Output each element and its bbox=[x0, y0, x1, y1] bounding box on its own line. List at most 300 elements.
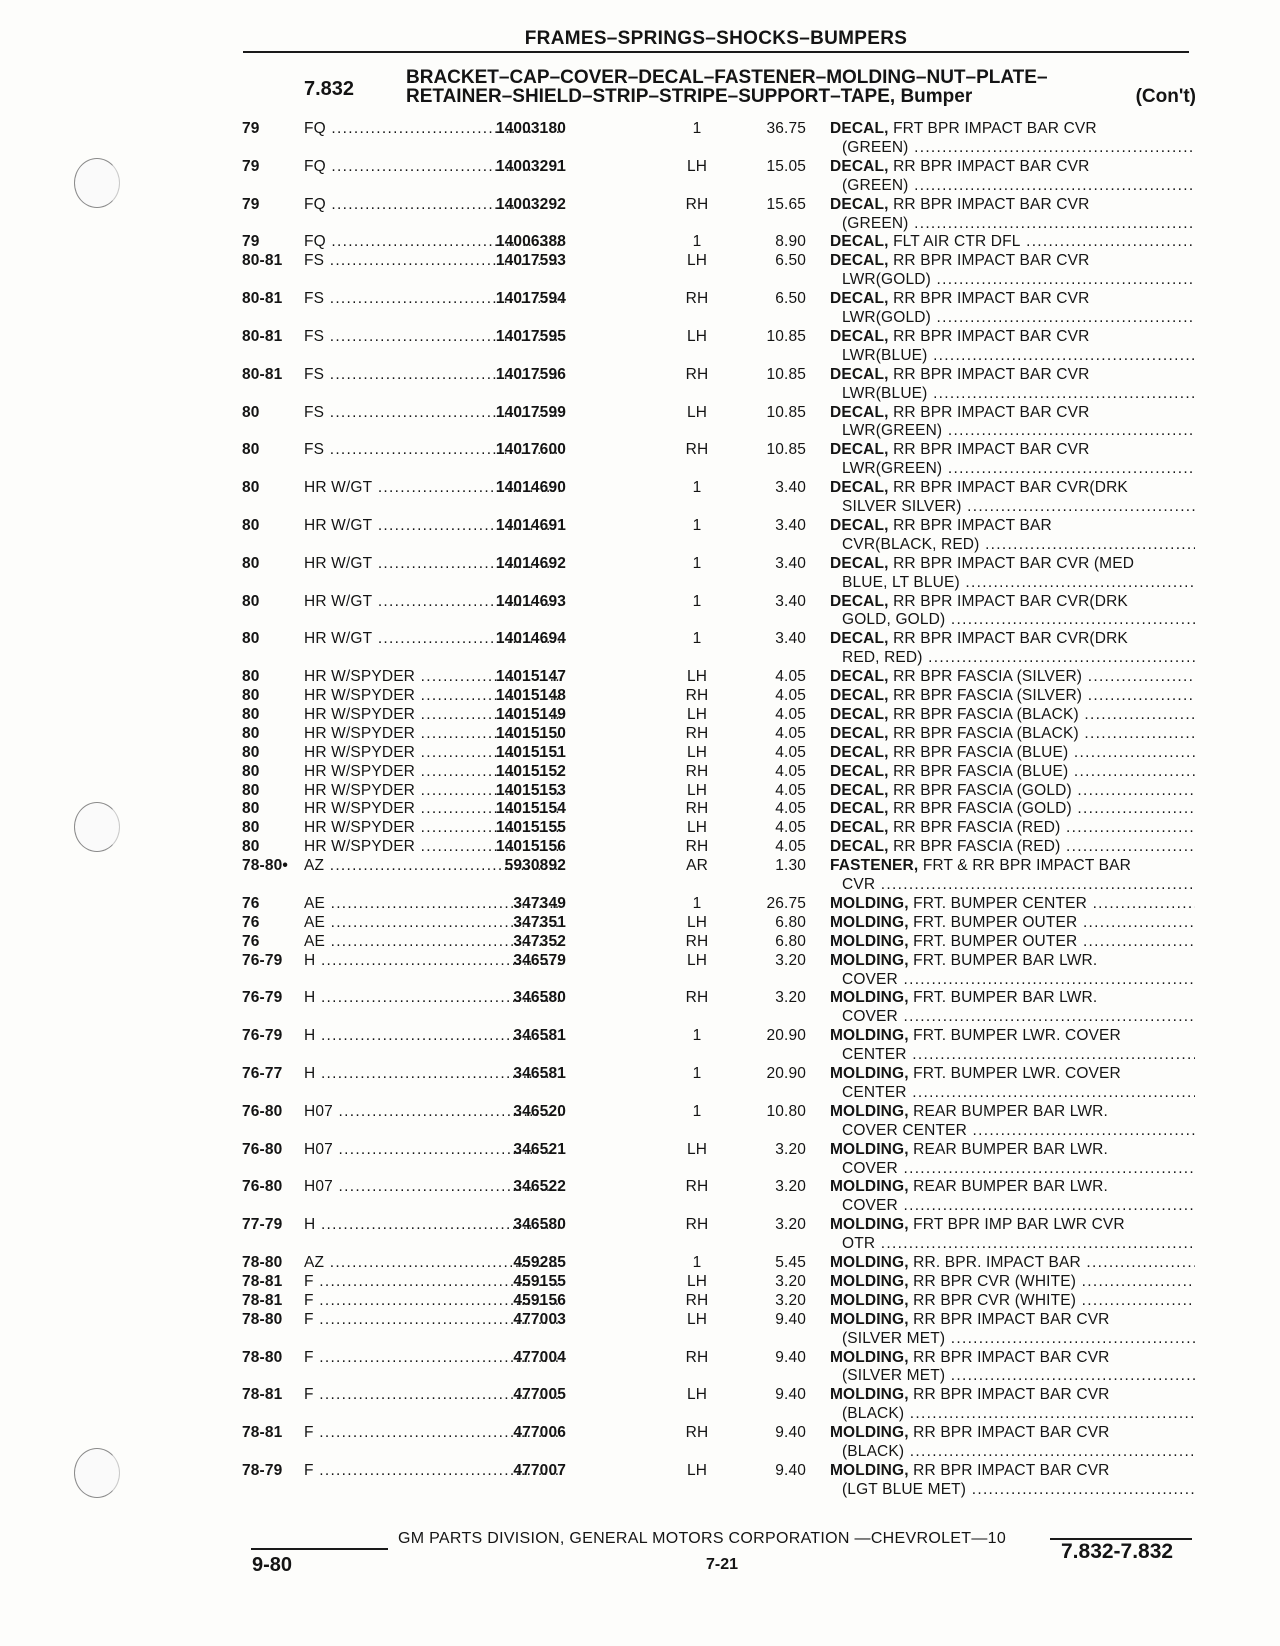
part-name: DECAL, bbox=[830, 800, 889, 818]
model-year: 80-81 bbox=[242, 327, 283, 345]
model-code: F ..... bbox=[304, 1424, 562, 1443]
model-year: 78-81 bbox=[242, 1291, 283, 1309]
model-year: 76-79 bbox=[242, 951, 283, 969]
price: 4.05 bbox=[775, 781, 806, 799]
model-year: 78-79 bbox=[242, 1461, 283, 1479]
quantity: LH bbox=[686, 668, 708, 686]
part-name: DECAL, bbox=[830, 327, 889, 345]
description-line bbox=[830, 819, 1195, 838]
description-text: RR BPR IMPACT BAR CVR(DRK bbox=[893, 630, 1128, 648]
description-text: RR BPR FASCIA (GOLD) bbox=[893, 800, 1072, 818]
price: 10.80 bbox=[766, 1102, 806, 1120]
description-line bbox=[830, 630, 1195, 649]
quantity: RH bbox=[685, 724, 709, 742]
description-line bbox=[830, 895, 1195, 914]
description-line bbox=[830, 952, 1195, 971]
price: 6.50 bbox=[775, 252, 806, 270]
price: 6.50 bbox=[775, 290, 806, 308]
description-continuation: LWR(GREEN) ..... bbox=[830, 422, 1195, 441]
part-description bbox=[830, 1065, 1195, 1103]
model-code: AZ ..... bbox=[304, 1254, 562, 1273]
model-code: HR W/SPYDER ..... bbox=[304, 744, 562, 763]
description-text: FRT. BUMPER OUTER bbox=[913, 932, 1078, 950]
description-line bbox=[830, 725, 1195, 744]
part-name: MOLDING, bbox=[830, 1254, 909, 1271]
part-name: DECAL, bbox=[830, 762, 889, 780]
part-name: DECAL, bbox=[830, 724, 889, 742]
part-number: 477004 bbox=[513, 1348, 566, 1366]
part-name: MOLDING, bbox=[830, 1386, 909, 1404]
header-rule bbox=[243, 51, 1189, 53]
description-line bbox=[830, 517, 1195, 536]
description-continuation: OTR ..... bbox=[830, 1235, 1195, 1254]
description-text: RR BPR IMPACT BAR CVR bbox=[893, 365, 1090, 383]
model-year: 80 bbox=[242, 800, 260, 818]
part-name: DECAL, bbox=[830, 195, 889, 213]
model-year: 80 bbox=[242, 479, 260, 497]
part-number: 347352 bbox=[513, 932, 566, 950]
model-code: HR W/SPYDER ..... bbox=[304, 838, 562, 857]
price: 20.90 bbox=[766, 1065, 806, 1082]
price: 3.40 bbox=[775, 630, 806, 648]
quantity: 1 bbox=[692, 1254, 702, 1271]
model-year: 80-81 bbox=[242, 365, 283, 383]
quantity: RH bbox=[685, 195, 709, 213]
description-line bbox=[830, 196, 1195, 215]
description-text: FRT. BUMPER LWR. COVER bbox=[913, 1065, 1121, 1082]
part-name: DECAL, bbox=[830, 687, 889, 704]
part-description bbox=[830, 744, 1195, 763]
description-line bbox=[830, 1065, 1195, 1084]
description-line bbox=[830, 1254, 1195, 1273]
description-line bbox=[830, 1027, 1195, 1046]
binder-hole-top bbox=[74, 158, 120, 208]
description-line bbox=[830, 441, 1195, 460]
price: 36.75 bbox=[766, 120, 806, 137]
description-text: FRT BPR IMPACT BAR CVR bbox=[893, 120, 1097, 137]
price: 9.40 bbox=[775, 1461, 806, 1479]
description-continuation: (BLACK) ..... bbox=[830, 1443, 1195, 1462]
model-year: 76-80 bbox=[242, 1140, 283, 1158]
description-continuation: RED, RED) ..... bbox=[830, 649, 1195, 668]
model-code: FS ..... bbox=[304, 366, 562, 385]
part-number: 14017596 bbox=[495, 365, 566, 383]
quantity: LH bbox=[686, 1386, 708, 1404]
part-name: DECAL, bbox=[830, 252, 889, 270]
description-text: REAR BUMPER BAR LWR. bbox=[913, 1102, 1108, 1120]
model-code: HR W/GT ..... bbox=[304, 630, 562, 649]
description-text: RR BPR IMPACT BAR CVR bbox=[913, 1424, 1110, 1442]
part-number: 14014690 bbox=[495, 479, 566, 497]
model-year: 76 bbox=[242, 913, 260, 931]
description-continuation: COVER CENTER ..... bbox=[830, 1122, 1195, 1141]
part-description bbox=[830, 725, 1195, 744]
model-year: 78-80• bbox=[242, 857, 288, 875]
binder-hole-middle bbox=[74, 802, 120, 852]
part-number: 14017594 bbox=[495, 290, 566, 308]
part-number: 14017599 bbox=[495, 403, 566, 421]
part-description bbox=[830, 1141, 1195, 1179]
model-code: FS ..... bbox=[304, 328, 562, 347]
model-year: 80 bbox=[242, 592, 260, 610]
footer-page-number: 7-21 bbox=[706, 1556, 739, 1573]
description-text: FRT. BUMPER BAR LWR. bbox=[913, 989, 1098, 1007]
part-name: DECAL, bbox=[830, 365, 889, 383]
model-code: HR W/SPYDER ..... bbox=[304, 725, 562, 744]
description-line bbox=[830, 252, 1195, 271]
model-year: 76-77 bbox=[242, 1065, 283, 1082]
model-year: 80 bbox=[242, 743, 260, 761]
part-number: 346522 bbox=[513, 1178, 566, 1196]
part-description bbox=[830, 1462, 1195, 1500]
price: 3.40 bbox=[775, 516, 806, 534]
part-number: 477007 bbox=[513, 1461, 566, 1479]
binder-hole-bottom bbox=[74, 1448, 120, 1498]
part-description bbox=[830, 1349, 1195, 1387]
description-text: RR BPR FASCIA (BLACK) bbox=[893, 724, 1079, 742]
model-code: HR W/SPYDER ..... bbox=[304, 782, 562, 801]
description-continuation: (GREEN) ..... bbox=[830, 177, 1195, 196]
part-name: DECAL, bbox=[830, 743, 889, 761]
description-continuation: COVER ..... bbox=[830, 1160, 1195, 1179]
part-number: 14017595 bbox=[495, 327, 566, 345]
description-continuation: (SILVER MET) ..... bbox=[830, 1367, 1195, 1386]
description-continuation: LWR(BLUE) ..... bbox=[830, 385, 1195, 404]
description-line bbox=[830, 687, 1195, 706]
quantity: RH bbox=[685, 1178, 709, 1196]
part-number: 14015152 bbox=[495, 762, 566, 780]
part-number: 14003291 bbox=[495, 157, 566, 175]
model-year: 80 bbox=[242, 516, 260, 534]
description-line bbox=[830, 1386, 1195, 1405]
part-number: 14015156 bbox=[495, 838, 566, 856]
quantity: RH bbox=[685, 932, 709, 950]
part-number: 477005 bbox=[513, 1386, 566, 1404]
description-text: RR. BPR. IMPACT BAR bbox=[913, 1254, 1081, 1271]
footer-rule-left bbox=[251, 1548, 388, 1550]
part-name: MOLDING, bbox=[830, 1216, 909, 1234]
description-continuation: COVER ..... bbox=[830, 971, 1195, 990]
description-text: RR BPR IMPACT BAR CVR(DRK bbox=[893, 479, 1128, 497]
part-name: DECAL, bbox=[830, 668, 889, 686]
price: 4.05 bbox=[775, 819, 806, 837]
part-description bbox=[830, 1273, 1195, 1292]
quantity: AR bbox=[686, 857, 708, 875]
description-line bbox=[830, 290, 1195, 309]
price: 4.05 bbox=[775, 668, 806, 686]
price: 6.80 bbox=[775, 932, 806, 950]
model-year: 80 bbox=[242, 687, 260, 704]
model-code: F ..... bbox=[304, 1311, 562, 1330]
description-line bbox=[830, 838, 1195, 857]
quantity: LH bbox=[686, 705, 708, 723]
quantity: 1 bbox=[692, 592, 702, 610]
part-name: MOLDING, bbox=[830, 1178, 909, 1196]
part-number: 14017600 bbox=[495, 441, 566, 459]
model-year: 78-81 bbox=[242, 1272, 283, 1290]
model-code: HR W/SPYDER ..... bbox=[304, 687, 562, 706]
part-number: 346520 bbox=[513, 1102, 566, 1120]
description-text: RR BPR IMPACT BAR CVR bbox=[893, 403, 1090, 421]
part-number: 14014692 bbox=[495, 554, 566, 572]
description-text: RR BPR IMPACT BAR bbox=[893, 516, 1052, 534]
model-code: F ..... bbox=[304, 1273, 562, 1292]
part-number: 346581 bbox=[513, 1027, 566, 1045]
part-description bbox=[830, 158, 1195, 196]
quantity: 1 bbox=[692, 1027, 702, 1045]
description-continuation: LWR(GREEN) ..... bbox=[830, 460, 1195, 479]
part-description bbox=[830, 706, 1195, 725]
part-number: 14015153 bbox=[495, 781, 566, 799]
part-name: DECAL, bbox=[830, 157, 889, 175]
model-code: HR W/SPYDER ..... bbox=[304, 668, 562, 687]
part-description bbox=[830, 1254, 1195, 1273]
description-text: FRT. BUMPER BAR LWR. bbox=[913, 951, 1098, 969]
footer-date: 9-80 bbox=[252, 1554, 293, 1576]
price: 4.05 bbox=[775, 687, 806, 704]
description-line bbox=[830, 706, 1195, 725]
price: 4.05 bbox=[775, 838, 806, 856]
description-continuation: SILVER SILVER) ..... bbox=[830, 498, 1195, 517]
description-line bbox=[830, 668, 1195, 687]
part-description bbox=[830, 1027, 1195, 1065]
quantity: LH bbox=[686, 1310, 708, 1328]
part-description bbox=[830, 593, 1195, 631]
price: 3.20 bbox=[775, 1216, 806, 1234]
part-name: MOLDING, bbox=[830, 1102, 909, 1120]
description-text: FRT. BUMPER LWR. COVER bbox=[913, 1027, 1121, 1045]
description-continuation: (GREEN) ..... bbox=[830, 215, 1195, 234]
quantity: RH bbox=[685, 989, 709, 1007]
model-code: FQ ..... bbox=[304, 158, 562, 177]
price: 10.85 bbox=[766, 403, 806, 421]
model-code: F ..... bbox=[304, 1292, 562, 1311]
part-description bbox=[830, 1103, 1195, 1141]
quantity: RH bbox=[685, 1348, 709, 1366]
price: 9.40 bbox=[775, 1424, 806, 1442]
part-description bbox=[830, 479, 1195, 517]
description-text: RR BPR FASCIA (SILVER) bbox=[893, 668, 1083, 686]
description-line bbox=[830, 1216, 1195, 1235]
model-year: 76 bbox=[242, 932, 260, 950]
model-year: 80 bbox=[242, 668, 260, 686]
quantity: RH bbox=[685, 1424, 709, 1442]
quantity: 1 bbox=[692, 516, 702, 534]
price: 3.20 bbox=[775, 989, 806, 1007]
description-line bbox=[830, 989, 1195, 1008]
quantity: 1 bbox=[692, 894, 702, 912]
part-name: MOLDING, bbox=[830, 1291, 909, 1309]
part-number: 14015154 bbox=[495, 800, 566, 818]
part-name: DECAL, bbox=[830, 705, 889, 723]
part-description bbox=[830, 555, 1195, 593]
quantity: RH bbox=[685, 1216, 709, 1234]
model-year: 80-81 bbox=[242, 252, 283, 270]
model-code: F ..... bbox=[304, 1386, 562, 1405]
page-header: FRAMES–SPRINGS–SHOCKS–BUMPERS bbox=[524, 28, 908, 49]
part-name: DECAL, bbox=[830, 441, 889, 459]
price: 9.40 bbox=[775, 1386, 806, 1404]
quantity: LH bbox=[686, 743, 708, 761]
description-line bbox=[830, 1349, 1195, 1368]
part-number: 14014694 bbox=[495, 630, 566, 648]
model-year: 80 bbox=[242, 705, 260, 723]
model-code: HR W/GT ..... bbox=[304, 517, 562, 536]
description-line bbox=[830, 1141, 1195, 1160]
part-name: MOLDING, bbox=[830, 913, 909, 931]
part-description bbox=[830, 328, 1195, 366]
model-year: 76-79 bbox=[242, 1027, 283, 1045]
part-description bbox=[830, 630, 1195, 668]
description-continuation: (SILVER MET) ..... bbox=[830, 1330, 1195, 1349]
part-name: DECAL, bbox=[830, 781, 889, 799]
description-text: RR BPR IMPACT BAR CVR bbox=[893, 290, 1090, 308]
part-description bbox=[830, 800, 1195, 819]
model-code: H07 ..... bbox=[304, 1103, 562, 1122]
section-number: 7.832 bbox=[304, 78, 355, 100]
description-line bbox=[830, 1462, 1195, 1481]
model-code: AE ..... bbox=[304, 914, 562, 933]
price: 9.40 bbox=[775, 1348, 806, 1366]
model-year: 76-80 bbox=[242, 1102, 283, 1120]
part-description bbox=[830, 404, 1195, 442]
description-line bbox=[830, 1292, 1195, 1311]
description-continuation: COVER ..... bbox=[830, 1008, 1195, 1027]
model-code: HR W/GT ..... bbox=[304, 555, 562, 574]
part-number: 14006388 bbox=[495, 233, 566, 251]
price: 4.05 bbox=[775, 800, 806, 818]
description-line bbox=[830, 1103, 1195, 1122]
description-text: RR BPR IMPACT BAR CVR bbox=[893, 157, 1090, 175]
description-text: RR BPR IMPACT BAR CVR bbox=[913, 1348, 1110, 1366]
model-code: HR W/SPYDER ..... bbox=[304, 763, 562, 782]
description-text: RR BPR IMPACT BAR CVR bbox=[913, 1310, 1110, 1328]
section-title-line2 bbox=[406, 87, 1196, 106]
price: 15.65 bbox=[766, 195, 806, 213]
part-description bbox=[830, 687, 1195, 706]
footer-publisher: GM PARTS DIVISION, GENERAL MOTORS CORPORATION —CHEVROLET—10 bbox=[398, 1530, 1007, 1547]
part-description bbox=[830, 233, 1195, 252]
price: 8.90 bbox=[775, 233, 806, 251]
description-text: RR BPR FASCIA (BLUE) bbox=[893, 762, 1069, 780]
description-continuation: (GREEN) ..... bbox=[830, 139, 1195, 158]
part-name: MOLDING, bbox=[830, 1461, 909, 1479]
part-name: DECAL, bbox=[830, 630, 889, 648]
description-continuation: LWR(GOLD) ..... bbox=[830, 309, 1195, 328]
model-code: H07 ..... bbox=[304, 1178, 562, 1197]
part-number: 14017593 bbox=[495, 252, 566, 270]
model-code: AE ..... bbox=[304, 933, 562, 952]
description-line bbox=[830, 800, 1195, 819]
price: 3.40 bbox=[775, 479, 806, 497]
part-number: 459155 bbox=[513, 1272, 566, 1290]
part-description bbox=[830, 838, 1195, 857]
quantity: RH bbox=[685, 290, 709, 308]
quantity: RH bbox=[685, 365, 709, 383]
part-description bbox=[830, 1386, 1195, 1424]
description-text: RR BPR IMPACT BAR CVR bbox=[893, 252, 1090, 270]
description-line bbox=[830, 857, 1195, 876]
price: 15.05 bbox=[766, 157, 806, 175]
part-number: 459285 bbox=[513, 1254, 566, 1271]
description-text: RR BPR IMPACT BAR CVR bbox=[913, 1386, 1110, 1404]
part-number: 5930892 bbox=[504, 857, 566, 875]
part-name: MOLDING, bbox=[830, 1348, 909, 1366]
part-description bbox=[830, 857, 1195, 895]
model-code: FS ..... bbox=[304, 252, 562, 271]
description-continuation: LWR(GOLD) ..... bbox=[830, 271, 1195, 290]
description-continuation: CVR ..... bbox=[830, 876, 1195, 895]
description-continuation: GOLD, GOLD) ..... bbox=[830, 611, 1195, 630]
part-number: 14015150 bbox=[495, 724, 566, 742]
part-number: 14015151 bbox=[495, 743, 566, 761]
description-text: RR BPR IMPACT BAR CVR(DRK bbox=[893, 592, 1128, 610]
description-text: RR BPR FASCIA (RED) bbox=[893, 819, 1061, 837]
section-title-line1: BRACKET–CAP–COVER–DECAL–FASTENER–MOLDING–NUT–PLATE– bbox=[406, 67, 1048, 88]
model-code: H ..... bbox=[304, 989, 562, 1008]
model-year: 80 bbox=[242, 838, 260, 856]
model-year: 79 bbox=[242, 233, 260, 251]
part-description bbox=[830, 1311, 1195, 1349]
description-text: RR BPR IMPACT BAR CVR bbox=[893, 195, 1090, 213]
quantity: LH bbox=[686, 951, 708, 969]
quantity: RH bbox=[685, 838, 709, 856]
part-name: DECAL, bbox=[830, 554, 889, 572]
description-text: FLT AIR CTR DFL bbox=[893, 233, 1021, 251]
model-code: FQ ..... bbox=[304, 233, 562, 252]
description-line bbox=[830, 1311, 1195, 1330]
model-code: HR W/SPYDER ..... bbox=[304, 819, 562, 838]
model-code: HR W/SPYDER ..... bbox=[304, 800, 562, 819]
description-continuation: CENTER ..... bbox=[830, 1084, 1195, 1103]
part-name: MOLDING, bbox=[830, 894, 909, 912]
part-number: 346580 bbox=[513, 989, 566, 1007]
model-year: 76-79 bbox=[242, 989, 283, 1007]
part-description bbox=[830, 914, 1195, 933]
model-code: F ..... bbox=[304, 1462, 562, 1481]
model-year: 78-80 bbox=[242, 1348, 283, 1366]
part-number: 14014693 bbox=[495, 592, 566, 610]
price: 3.40 bbox=[775, 554, 806, 572]
price: 1.30 bbox=[775, 857, 806, 875]
model-year: 80 bbox=[242, 630, 260, 648]
part-description bbox=[830, 1178, 1195, 1216]
price: 4.05 bbox=[775, 724, 806, 742]
section-title bbox=[406, 68, 1196, 106]
description-line bbox=[830, 593, 1195, 612]
quantity: 1 bbox=[692, 1102, 702, 1120]
part-name: DECAL, bbox=[830, 819, 889, 837]
quantity: 1 bbox=[692, 630, 702, 648]
description-text: RR BPR FASCIA (GOLD) bbox=[893, 781, 1072, 799]
part-description bbox=[830, 989, 1195, 1027]
model-year: 80 bbox=[242, 819, 260, 837]
part-description bbox=[830, 290, 1195, 328]
part-name: DECAL, bbox=[830, 592, 889, 610]
price: 3.20 bbox=[775, 1291, 806, 1309]
part-name: MOLDING, bbox=[830, 1310, 909, 1328]
part-name: DECAL, bbox=[830, 479, 889, 497]
model-code: FS ..... bbox=[304, 404, 562, 423]
quantity: RH bbox=[685, 762, 709, 780]
quantity: 1 bbox=[692, 120, 702, 137]
section-title-line2-text: RETAINER–SHIELD–STRIP–STRIPE–SUPPORT–TAPE, Bumper bbox=[406, 86, 973, 107]
description-line bbox=[830, 120, 1195, 139]
part-number: 14015155 bbox=[495, 819, 566, 837]
model-year: 78-81 bbox=[242, 1424, 283, 1442]
part-number: 14014691 bbox=[495, 516, 566, 534]
description-line bbox=[830, 158, 1195, 177]
